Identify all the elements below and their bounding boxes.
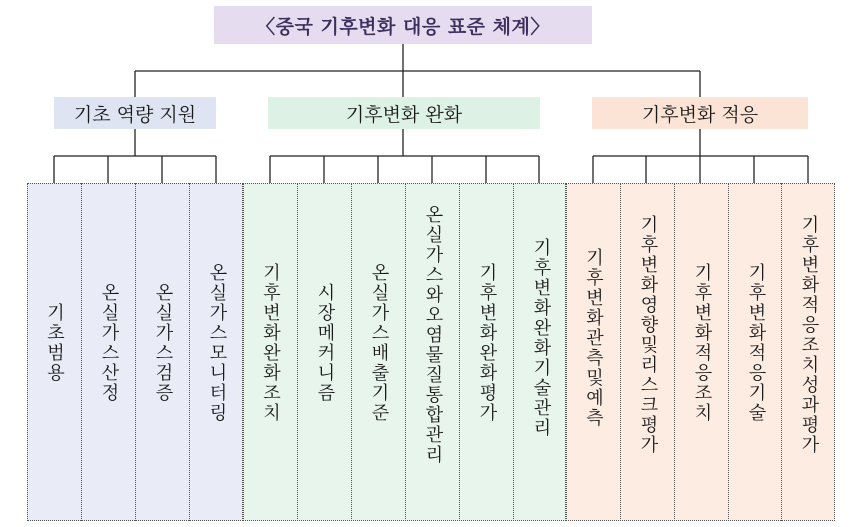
leaf-mitigation-2: [297, 183, 351, 521]
leaf-label: 기후변화적응조치: [691, 263, 713, 423]
leaf-label: 온실가스와오염물질통합관리: [422, 205, 444, 465]
leaf-adaptation-3: [674, 183, 728, 521]
leaf-adaptation-1: [566, 183, 620, 521]
leaf-support-2: [81, 183, 135, 521]
category-mitigation: 기후변화 완화: [268, 97, 540, 129]
leaf-label: 기후변화적응기술: [745, 263, 767, 423]
leaf-label: 온실가스배출기준: [368, 263, 390, 423]
leaf-mitigation-1: [243, 183, 297, 521]
leaf-label: 시장메커니즘: [314, 283, 336, 403]
leaf-label: 기후변화관측및예측: [583, 248, 604, 428]
category-support: 기초 역량 지원: [54, 97, 216, 129]
category-adaptation: 기후변화 적응: [592, 97, 808, 129]
leaf-label: 기후변화완화기술관리: [530, 238, 552, 438]
leaf-mitigation-5: [459, 183, 513, 521]
leaf-label: 기후변화완화평가: [476, 263, 498, 423]
leaf-label: 기후변화영향및리스크평가: [637, 215, 659, 455]
leaf-mitigation-4: [405, 183, 459, 521]
leaf-adaptation-5: [781, 183, 835, 521]
diagram-title: 〈중국 기후변화 대응 표준 체계〉: [214, 6, 592, 44]
leaf-adaptation-2: [620, 183, 674, 521]
leaf-mitigation-3: [351, 183, 405, 521]
leaf-label: 온실가스모니터링: [206, 263, 228, 423]
leaf-label: 온실가스산정: [98, 283, 120, 403]
leaf-mitigation-6: [513, 183, 567, 521]
leaf-support-4: [189, 183, 243, 521]
leaf-label: 온실가스검증: [152, 283, 174, 403]
leaf-label: 기후변화완화조치: [260, 263, 281, 423]
leaf-adaptation-4: [728, 183, 782, 521]
leaf-label: 기초범용: [44, 303, 65, 383]
leaf-label: 기후변화적응조치성과평가: [798, 215, 820, 455]
leaf-support-1: [27, 183, 81, 521]
leaf-support-3: [135, 183, 189, 521]
